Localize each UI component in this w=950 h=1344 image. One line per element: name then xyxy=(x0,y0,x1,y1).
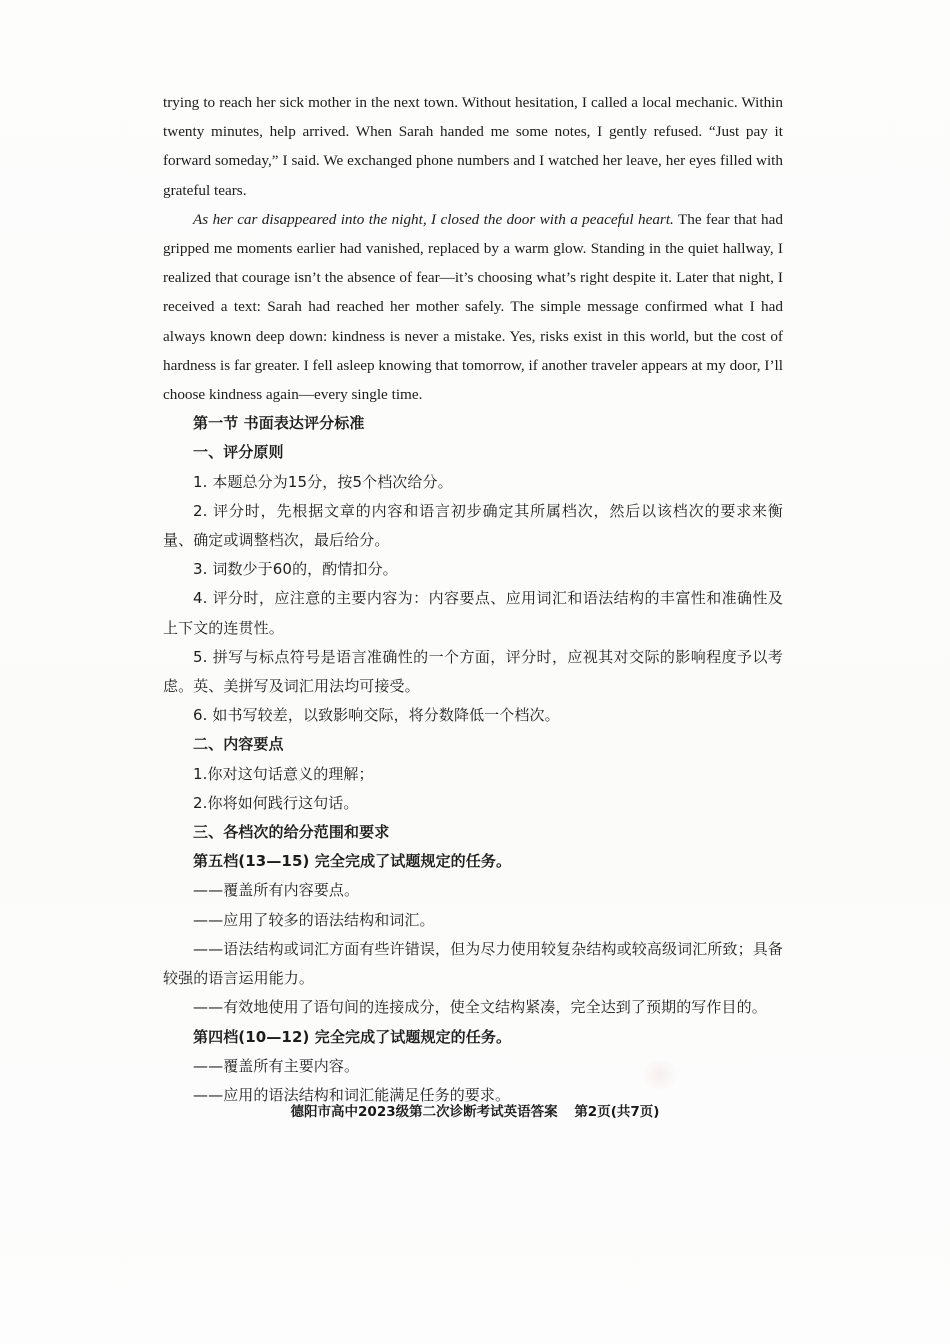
story-paragraph-1: trying to reach her sick mother in the next town. Without hesitation, I called a local mechanic. Within twenty minutes, help arrived. When Sarah handed me some notes, I gently refused. “Just pay it forward someday,” I said. We exchanged phone numbers and I watched her leave, her eyes filled with grateful tears. xyxy=(163,94,783,199)
principles-heading: 一、评分原则 xyxy=(193,443,284,462)
level5-item-2: ——应用了较多的语法结构和词汇。 xyxy=(193,910,435,929)
level4-title: 第四档(10—12) 完全完成了试题规定的任务。 xyxy=(193,1027,512,1046)
footer-page-info: 第2页(共7页) xyxy=(574,1104,660,1120)
principle-3: 3. 词数少于60的，酌情扣分。 xyxy=(193,560,398,579)
level4-item-1: ——覆盖所有主要内容。 xyxy=(193,1056,360,1075)
content-point-2: 2.你将如何践行这句话。 xyxy=(193,793,359,812)
scan-smudge xyxy=(640,1060,680,1090)
principle-4: 4. 评分时，应注意的主要内容为：内容要点、应用词汇和语法结构的丰富性和准确性及上下文的连贯性。 xyxy=(163,589,783,637)
principle-6: 6. 如书写较差，以致影响交际，将分数降低一个档次。 xyxy=(193,706,560,725)
page-content xyxy=(163,88,783,1110)
levels-heading: 三、各档次的给分范围和要求 xyxy=(193,823,390,842)
level5-item-1: ——覆盖所有内容要点。 xyxy=(193,881,360,900)
principle-2: 2. 评分时，先根据文章的内容和语言初步确定其所属档次，然后以该档次的要求来衡量、确定或调整档次，最后给分。 xyxy=(163,501,783,550)
content-point-1: 1.你对这句话意义的理解； xyxy=(193,764,374,783)
level5-title: 第五档(13—15) 完全完成了试题规定的任务。 xyxy=(193,852,512,871)
level5-item-3: ——语法结构或词汇方面有些许错误，但为尽力使用较复杂结构或较高级词汇所致；具备较强的语言运用能力。 xyxy=(163,939,783,988)
level5-item-4: ——有效地使用了语句间的连接成分，使全文结构紧凑，完全达到了预期的写作目的。 xyxy=(193,998,767,1017)
level4-item-2: ——应用的语法结构和词汇能满足任务的要求。 xyxy=(193,1085,511,1104)
story-paragraph-2-rest: The fear that had gripped me moments earlier had vanished, replaced by a warm glow. Standing in the quiet hallway, I realized that courage isn’t the absence of fear—it’s choosing what’s right despite it. Later that night, I received a text: Sarah had reached her mother safely. The simple message confirmed what I had always known deep down: kindness is never a mistake. Yes, risks exist in this world, but the cost of hardness is far greater. I fell asleep knowing that tomorrow, if another traveler appears at my door, I’ll choose kindness again—every single time. xyxy=(163,210,783,404)
section-title: 第一节 书面表达评分标准 xyxy=(193,414,365,433)
content-heading: 二、内容要点 xyxy=(193,735,284,754)
principle-1: 1. 本题总分为15分，按5个档次给分。 xyxy=(193,472,453,491)
page-footer xyxy=(0,1100,950,1120)
principle-5: 5. 拼写与标点符号是语言准确性的一个方面，评分时，应视其对交际的影响程度予以考虑。英、美拼写及词汇用法均可接受。 xyxy=(163,647,783,696)
story-italic-sentence: As her car disappeared into the night, I closed the door with a peaceful heart. xyxy=(193,210,674,228)
footer-exam-title: 德阳市高中2023级第二次诊断考试英语答案 xyxy=(290,1104,558,1120)
story-paragraph-2 xyxy=(163,205,783,409)
